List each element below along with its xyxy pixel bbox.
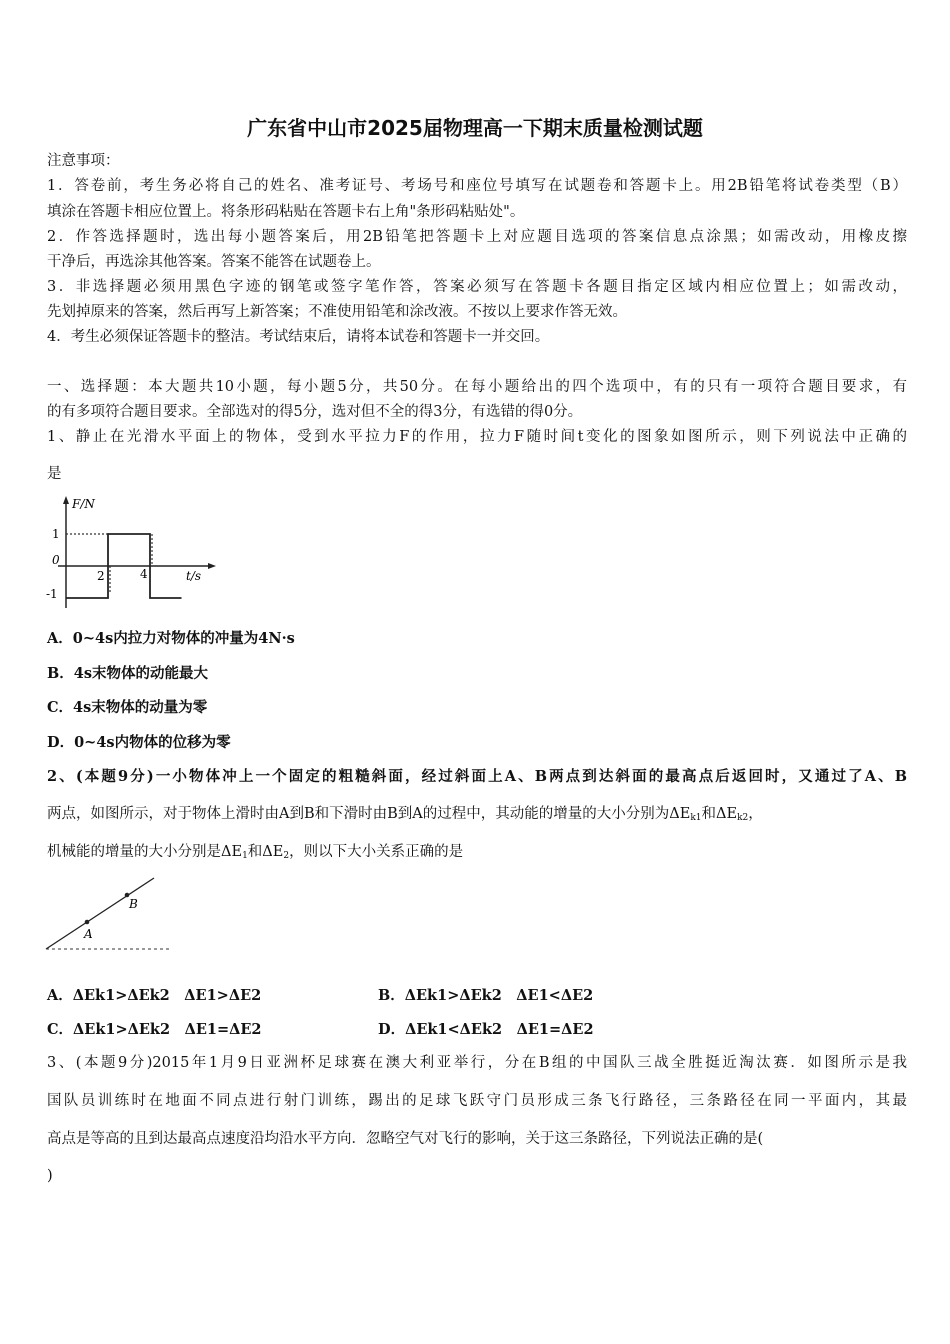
section-line-2: 的有多项符合题目要求。全部选对的得5分，选对但不全的得3分，有选错的得0分。	[47, 404, 583, 420]
q2-stem-line-3	[47, 842, 907, 866]
page-title: 广东省中山市2025届物理高一下期末质量检测试题	[247, 116, 703, 140]
q1-stem-line-2: 是	[47, 466, 62, 482]
q2-l3-part-b: 和ΔE	[247, 844, 284, 860]
q1-option-b[interactable]: B．4s末物体的动能最大	[47, 665, 209, 682]
x-tick-2: 2	[97, 569, 105, 583]
q3-stem-line-4: )	[47, 1168, 53, 1184]
q2-l2-sub-k2: k2	[737, 813, 749, 823]
q1-option-c[interactable]: C．4s末物体的动量为零	[47, 699, 208, 716]
point-a-dot	[85, 920, 90, 925]
q1-option-a[interactable]: A．0~4s内拉力对物体的冲量为4N·s	[47, 630, 295, 647]
q3-stem-line-1: 3、(本题9分)2015年1月9日亚洲杯足球赛在澳大利亚举行，分在B组的中国队三战全胜挺近淘汰赛．如图所示是我	[47, 1055, 907, 1071]
x-axis-label: t/s	[186, 569, 202, 583]
notice-line-2a: 2．作答选择题时，选出每小题答案后，用2B铅笔把答题卡上对应题目选项的答案信息点涂黑；如需改动，用橡皮擦	[47, 229, 907, 245]
q1-stem-line-1: 1、静止在光滑水平面上的物体，受到水平拉力F的作用，拉力F随时间t变化的图象如图所示，则下列说法中正确的	[47, 429, 907, 445]
q1-force-time-graph	[40, 492, 220, 612]
q3-stem-line-3: 高点是等高的且到达最高点速度沿均沿水平方向．忽略空气对飞行的影响，关于这三条路径，下列说法正确的是(	[47, 1131, 764, 1147]
q2-l3-part-a: 机械能的增量的大小分别是ΔE	[47, 844, 243, 860]
section-line-1: 一、选择题：本大题共10小题，每小题5分，共50分。在每小题给出的四个选项中，有的只有一项符合题目要求，有	[47, 379, 907, 395]
notice-line-2b: 干净后，再选涂其他答案。答案不能答在试题卷上。	[47, 254, 381, 270]
point-b-label: B	[129, 897, 138, 911]
q2-l3-sub-1: 1	[242, 851, 248, 861]
q2-stem-line-2	[47, 804, 907, 828]
y-tick-neg1: -1	[46, 587, 58, 601]
q2-stem-line-1: 2、(本题9分)一小物体冲上一个固定的粗糙斜面，经过斜面上A、B两点到达斜面的最高点后返回时，又通过了A、B	[47, 768, 907, 785]
q2-option-b[interactable]: B．ΔEk1>ΔEk2 ΔE1<ΔE2	[378, 987, 594, 1004]
q2-l2-part-c: ，	[748, 806, 763, 822]
q2-l3-sub-2: 2	[283, 851, 290, 861]
q2-l2-sub-k1: k1	[690, 813, 702, 823]
q3-stem-line-2: 国队员训练时在地面不同点进行射门训练，踢出的足球飞跃守门员形成三条飞行路径，三条路径在同一平面内，其最	[47, 1093, 907, 1109]
q2-option-a[interactable]: A．ΔEk1>ΔEk2 ΔE1>ΔE2	[47, 987, 262, 1004]
q2-option-c[interactable]: C．ΔEk1>ΔEk2 ΔE1=ΔE2	[47, 1021, 262, 1038]
q2-option-d[interactable]: D．ΔEk1<ΔEk2 ΔE1=ΔE2	[378, 1021, 594, 1038]
x-axis-arrow	[208, 563, 216, 569]
notice-line-1b: 填涂在答题卡相应位置上。将条形码粘贴在答题卡右上角"条形码粘贴处"。	[47, 204, 525, 220]
q2-l2-part-b: 和ΔE	[701, 806, 738, 822]
notice-line-3a: 3．非选择题必须用黑色字迹的钢笔或签字笔作答，答案必须写在答题卡各题目指定区域内相应位置上；如需改动，	[47, 279, 907, 295]
notice-line-4: 4．考生必须保证答题卡的整洁。考试结束后，请将本试卷和答题卡一并交回。	[47, 329, 550, 345]
y-axis-arrow	[63, 496, 69, 504]
y-tick-1: 1	[52, 527, 60, 541]
notice-line-3b: 先划掉原来的答案，然后再写上新答案；不准使用铅笔和涂改液。不按以上要求作答无效。	[47, 304, 627, 320]
q2-l3-part-c: ，则以下大小关系正确的是	[289, 844, 464, 860]
q2-l2-part-a: 两点，如图所示，对于物体上滑时由A到B和下滑时由B到A的过程中，其动能的增量的大小分别为ΔE	[47, 806, 691, 822]
x-tick-4: 4	[140, 567, 148, 581]
q2-incline-diagram	[44, 874, 176, 954]
q1-option-d[interactable]: D．0~4s内物体的位移为零	[47, 734, 231, 751]
incline-line	[46, 878, 154, 949]
point-a-label: A	[84, 927, 93, 941]
notice-line-1a: 1．答卷前，考生务必将自己的姓名、准考证号、考场号和座位号填写在试题卷和答题卡上。用2B铅笔将试卷类型（B）	[47, 178, 907, 194]
x-tick-0: 0	[52, 553, 60, 567]
notice-heading: 注意事项：	[47, 153, 120, 169]
y-axis-label: F/N	[72, 497, 95, 511]
